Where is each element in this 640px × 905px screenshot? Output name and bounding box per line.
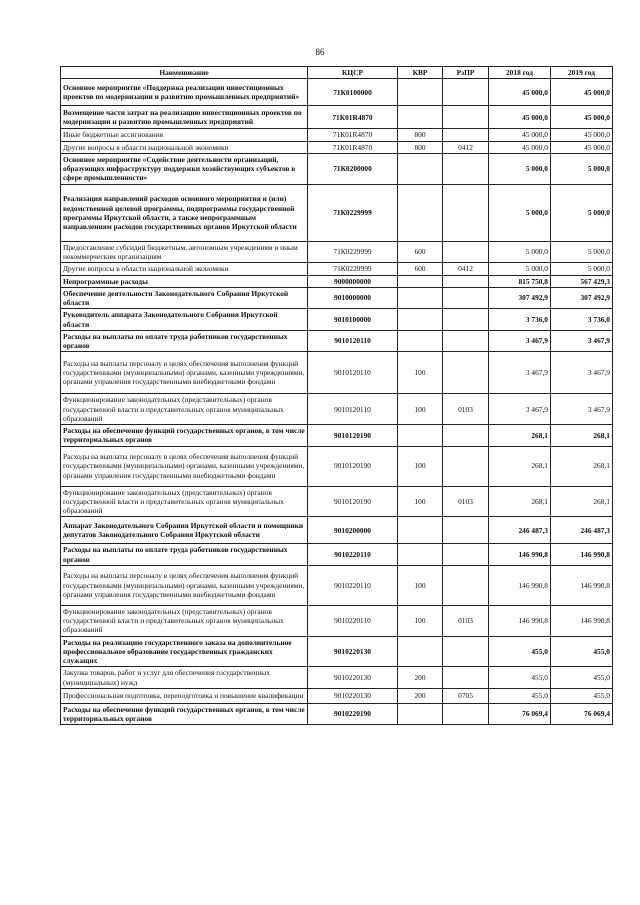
- cell-2019: 146 990,8: [551, 565, 613, 605]
- cell-rzpr: [443, 517, 489, 544]
- cell-name: Расходы на обеспечение функций государственных органов, в том числе территориальных органов: [61, 703, 308, 725]
- table-row: [61, 241, 613, 263]
- header-rzpr: РзПР: [443, 67, 489, 79]
- cell-kcsr: 9010120190: [308, 425, 398, 447]
- cell-kcsr: 71К0229999: [308, 184, 398, 241]
- cell-rzpr: [443, 425, 489, 447]
- cell-rzpr: 0412: [443, 141, 489, 153]
- cell-2018: 455,0: [489, 688, 551, 703]
- cell-kvr: [398, 275, 443, 287]
- cell-2018: 815 750,8: [489, 275, 551, 287]
- table-row: [61, 688, 613, 703]
- cell-kvr: 600: [398, 263, 443, 275]
- cell-name: Руководитель аппарата Законодательного Собрания Иркутской области: [61, 309, 308, 331]
- cell-kvr: [398, 287, 443, 309]
- cell-name: Расходы на выплаты персоналу в целях обеспечения выполнения функций государственными (муниципальными) органами, казенными учреждениями, органами управления государственными внебюджетными фондами: [61, 352, 308, 394]
- cell-kvr: [398, 425, 443, 447]
- cell-kcsr: 9010120110: [308, 352, 398, 394]
- cell-name: Профессиональная подготовка, переподготовка и повышение квалификации: [61, 688, 308, 703]
- cell-kcsr: 9010120110: [308, 330, 398, 352]
- cell-kcsr: 9010120110: [308, 394, 398, 425]
- header-2018: 2018 год: [489, 67, 551, 79]
- cell-kcsr: 9010220130: [308, 688, 398, 703]
- cell-name: Расходы на выплаты персоналу в целях обеспечения выполнения функций государственными (муниципальными) органами, казенными учреждениями, органами управления государственными внебюджетными фондами: [61, 565, 308, 605]
- cell-name: Основное мероприятие «Содействие деятельности организаций, образующих инфраструктуру поддержки хозяйствующих субъектов в сфере промышленности»: [61, 153, 308, 184]
- cell-kvr: 200: [398, 667, 443, 689]
- cell-kcsr: 71К0229999: [308, 263, 398, 275]
- cell-2019: 3 736,0: [551, 309, 613, 331]
- table-row: [61, 544, 613, 566]
- header-kcsr: КЦСР: [308, 67, 398, 79]
- cell-kvr: 100: [398, 446, 443, 486]
- cell-kvr: [398, 330, 443, 352]
- cell-rzpr: [443, 129, 489, 141]
- cell-kvr: [398, 636, 443, 667]
- cell-2019: 455,0: [551, 667, 613, 689]
- cell-2018: 268,1: [489, 486, 551, 517]
- cell-2019: 5 000,0: [551, 263, 613, 275]
- cell-2019: 45 000,0: [551, 129, 613, 141]
- cell-kcsr: 9010220110: [308, 544, 398, 566]
- cell-rzpr: 0412: [443, 263, 489, 275]
- cell-name: Непрограммные расходы: [61, 275, 308, 287]
- table-row: [61, 106, 613, 129]
- cell-2018: 455,0: [489, 636, 551, 667]
- cell-2018: 455,0: [489, 667, 551, 689]
- cell-kvr: 100: [398, 486, 443, 517]
- cell-rzpr: [443, 106, 489, 129]
- cell-2018: 5 000,0: [489, 153, 551, 184]
- cell-kvr: 800: [398, 129, 443, 141]
- table-row: [61, 275, 613, 287]
- cell-kvr: 100: [398, 394, 443, 425]
- cell-rzpr: 0103: [443, 605, 489, 636]
- cell-2018: 45 000,0: [489, 79, 551, 106]
- cell-2018: 76 069,4: [489, 703, 551, 725]
- table-row: [61, 141, 613, 153]
- cell-name: Иные бюджетные ассигнования: [61, 129, 308, 141]
- cell-2019: 146 990,8: [551, 605, 613, 636]
- cell-kcsr: 9010120190: [308, 446, 398, 486]
- cell-2018: 307 492,9: [489, 287, 551, 309]
- cell-name: Функционирование законодательных (представительных) органов государственной власти и представительных органов муниципальных образований: [61, 486, 308, 517]
- cell-name: Расходы на выплаты персоналу в целях обеспечения выполнения функций государственными (муниципальными) органами, казенными учреждениями, органами управления государственными внебюджетными фондами: [61, 446, 308, 486]
- cell-2018: 3 467,9: [489, 394, 551, 425]
- cell-2019: 307 492,9: [551, 287, 613, 309]
- cell-2018: 45 000,0: [489, 106, 551, 129]
- cell-2018: 3 736,0: [489, 309, 551, 331]
- header-2019: 2019 год: [551, 67, 613, 79]
- table-row: [61, 565, 613, 605]
- table-row: [61, 605, 613, 636]
- cell-2018: 146 990,8: [489, 565, 551, 605]
- table-row: [61, 184, 613, 241]
- cell-kvr: [398, 79, 443, 106]
- cell-kvr: [398, 106, 443, 129]
- cell-name: Расходы на обеспечение функций государственных органов, в том числе территориальных органов: [61, 425, 308, 447]
- cell-name: Функционирование законодательных (представительных) органов государственной власти и представительных органов муниципальных образований: [61, 605, 308, 636]
- table-row: [61, 263, 613, 275]
- cell-2018: 268,1: [489, 425, 551, 447]
- cell-rzpr: [443, 565, 489, 605]
- table-row: [61, 486, 613, 517]
- cell-2019: 45 000,0: [551, 79, 613, 106]
- cell-name: Расходы на выплаты по оплате труда работников государственных органов: [61, 330, 308, 352]
- cell-kcsr: 9010220110: [308, 605, 398, 636]
- cell-2018: 45 000,0: [489, 141, 551, 153]
- table-row: [61, 425, 613, 447]
- cell-2018: 268,1: [489, 446, 551, 486]
- cell-rzpr: [443, 275, 489, 287]
- cell-name: Другие вопросы в области национальной экономики: [61, 263, 308, 275]
- table-row: [61, 330, 613, 352]
- cell-2019: 5 000,0: [551, 241, 613, 263]
- cell-rzpr: [443, 309, 489, 331]
- cell-kvr: 100: [398, 352, 443, 394]
- cell-2019: 5 000,0: [551, 184, 613, 241]
- table-row: [61, 636, 613, 667]
- cell-2019: 567 429,3: [551, 275, 613, 287]
- cell-name: Закупка товаров, работ и услуг для обеспечения государственных (муниципальных) нужд: [61, 667, 308, 689]
- cell-rzpr: [443, 79, 489, 106]
- cell-name: Расходы на выплаты по оплате труда работников государственных органов: [61, 544, 308, 566]
- cell-kcsr: 9010220130: [308, 667, 398, 689]
- table-header-row: [61, 67, 613, 79]
- cell-rzpr: 0705: [443, 688, 489, 703]
- cell-kcsr: 9010220190: [308, 703, 398, 725]
- cell-kvr: [398, 544, 443, 566]
- cell-rzpr: [443, 287, 489, 309]
- cell-kvr: [398, 703, 443, 725]
- cell-2019: 455,0: [551, 688, 613, 703]
- cell-kvr: 100: [398, 565, 443, 605]
- cell-name: Обеспечение деятельности Законодательного Собрания Иркутской области: [61, 287, 308, 309]
- cell-2018: 246 487,3: [489, 517, 551, 544]
- cell-2018: 3 467,9: [489, 330, 551, 352]
- cell-rzpr: [443, 703, 489, 725]
- cell-2018: 146 990,8: [489, 544, 551, 566]
- cell-kcsr: 9010200000: [308, 517, 398, 544]
- cell-2019: 3 467,9: [551, 394, 613, 425]
- cell-kvr: 100: [398, 605, 443, 636]
- cell-rzpr: [443, 636, 489, 667]
- cell-2019: 455,0: [551, 636, 613, 667]
- table-row: [61, 287, 613, 309]
- cell-kcsr: 9000000000: [308, 275, 398, 287]
- cell-kcsr: 71К0229999: [308, 241, 398, 263]
- table-row: [61, 79, 613, 106]
- cell-name: Другие вопросы в области национальной экономики: [61, 141, 308, 153]
- cell-kvr: 600: [398, 241, 443, 263]
- table-row: [61, 394, 613, 425]
- cell-2019: 268,1: [551, 446, 613, 486]
- cell-name: Расходы на реализацию государственного заказа на дополнительное профессиональное образование государственных гражданских служащих: [61, 636, 308, 667]
- cell-rzpr: [443, 184, 489, 241]
- cell-kcsr: 9010220110: [308, 565, 398, 605]
- cell-kcsr: 9010100000: [308, 309, 398, 331]
- table-row: [61, 352, 613, 394]
- cell-name: Реализация направлений расходов основного мероприятия и (или) ведомственной целевой программы, подпрограммы государственной программы Иркутской области, а также непрограммным направлениям расходов государственных органов Иркутской области: [61, 184, 308, 241]
- cell-kvr: [398, 309, 443, 331]
- cell-kvr: [398, 153, 443, 184]
- cell-rzpr: [443, 153, 489, 184]
- cell-2018: 45 000,0: [489, 129, 551, 141]
- table-row: [61, 153, 613, 184]
- cell-kcsr: 9010000000: [308, 287, 398, 309]
- cell-rzpr: [443, 446, 489, 486]
- table-row: [61, 703, 613, 725]
- cell-name: Аппарат Законодательного Собрания Иркутской области и помощники депутатов Законодательного Собрания Иркутской области: [61, 517, 308, 544]
- cell-name: Основное мероприятие «Поддержка реализации инвестиционных проектов по модернизации и развитию промышленных предприятий»: [61, 79, 308, 106]
- cell-2019: 268,1: [551, 425, 613, 447]
- table-row: [61, 667, 613, 689]
- cell-2018: 5 000,0: [489, 184, 551, 241]
- cell-2019: 3 467,9: [551, 352, 613, 394]
- budget-table: [60, 66, 613, 725]
- cell-2019: 3 467,9: [551, 330, 613, 352]
- header-name: Наименование: [61, 67, 308, 79]
- cell-name: Функционирование законодательных (представительных) органов государственной власти и представительных органов муниципальных образований: [61, 394, 308, 425]
- cell-2018: 5 000,0: [489, 263, 551, 275]
- cell-kcsr: 9010120190: [308, 486, 398, 517]
- cell-2018: 146 990,8: [489, 605, 551, 636]
- cell-kcsr: 71К0100000: [308, 79, 398, 106]
- cell-kvr: [398, 184, 443, 241]
- cell-kcsr: 71К0200000: [308, 153, 398, 184]
- table-row: [61, 309, 613, 331]
- cell-name: Предоставление субсидий бюджетным, автономным учреждениям и иным некоммерческим организациям: [61, 241, 308, 263]
- cell-rzpr: [443, 241, 489, 263]
- cell-2019: 45 000,0: [551, 106, 613, 129]
- cell-2019: 268,1: [551, 486, 613, 517]
- cell-2019: 45 000,0: [551, 141, 613, 153]
- page-number: 86: [315, 47, 325, 57]
- header-kvr: КВР: [398, 67, 443, 79]
- cell-2018: 3 467,9: [489, 352, 551, 394]
- cell-2019: 246 487,3: [551, 517, 613, 544]
- table-body: [61, 79, 613, 725]
- cell-kcsr: 71К01R4870: [308, 141, 398, 153]
- cell-name: Возмещение части затрат на реализацию инвестиционных проектов по модернизации и развитию промышленных предприятий: [61, 106, 308, 129]
- cell-2019: 5 000,0: [551, 153, 613, 184]
- table-row: [61, 517, 613, 544]
- cell-rzpr: [443, 667, 489, 689]
- cell-kvr: 200: [398, 688, 443, 703]
- cell-rzpr: 0103: [443, 486, 489, 517]
- cell-rzpr: [443, 544, 489, 566]
- table-row: [61, 129, 613, 141]
- cell-rzpr: 0103: [443, 394, 489, 425]
- cell-kcsr: 71К01R4870: [308, 129, 398, 141]
- cell-kvr: [398, 517, 443, 544]
- table-row: [61, 446, 613, 486]
- cell-2019: 146 990,8: [551, 544, 613, 566]
- cell-rzpr: [443, 330, 489, 352]
- cell-kvr: 800: [398, 141, 443, 153]
- cell-kcsr: 9010220130: [308, 636, 398, 667]
- cell-rzpr: [443, 352, 489, 394]
- cell-kcsr: 71К01R4870: [308, 106, 398, 129]
- cell-2018: 5 000,0: [489, 241, 551, 263]
- cell-2019: 76 069,4: [551, 703, 613, 725]
